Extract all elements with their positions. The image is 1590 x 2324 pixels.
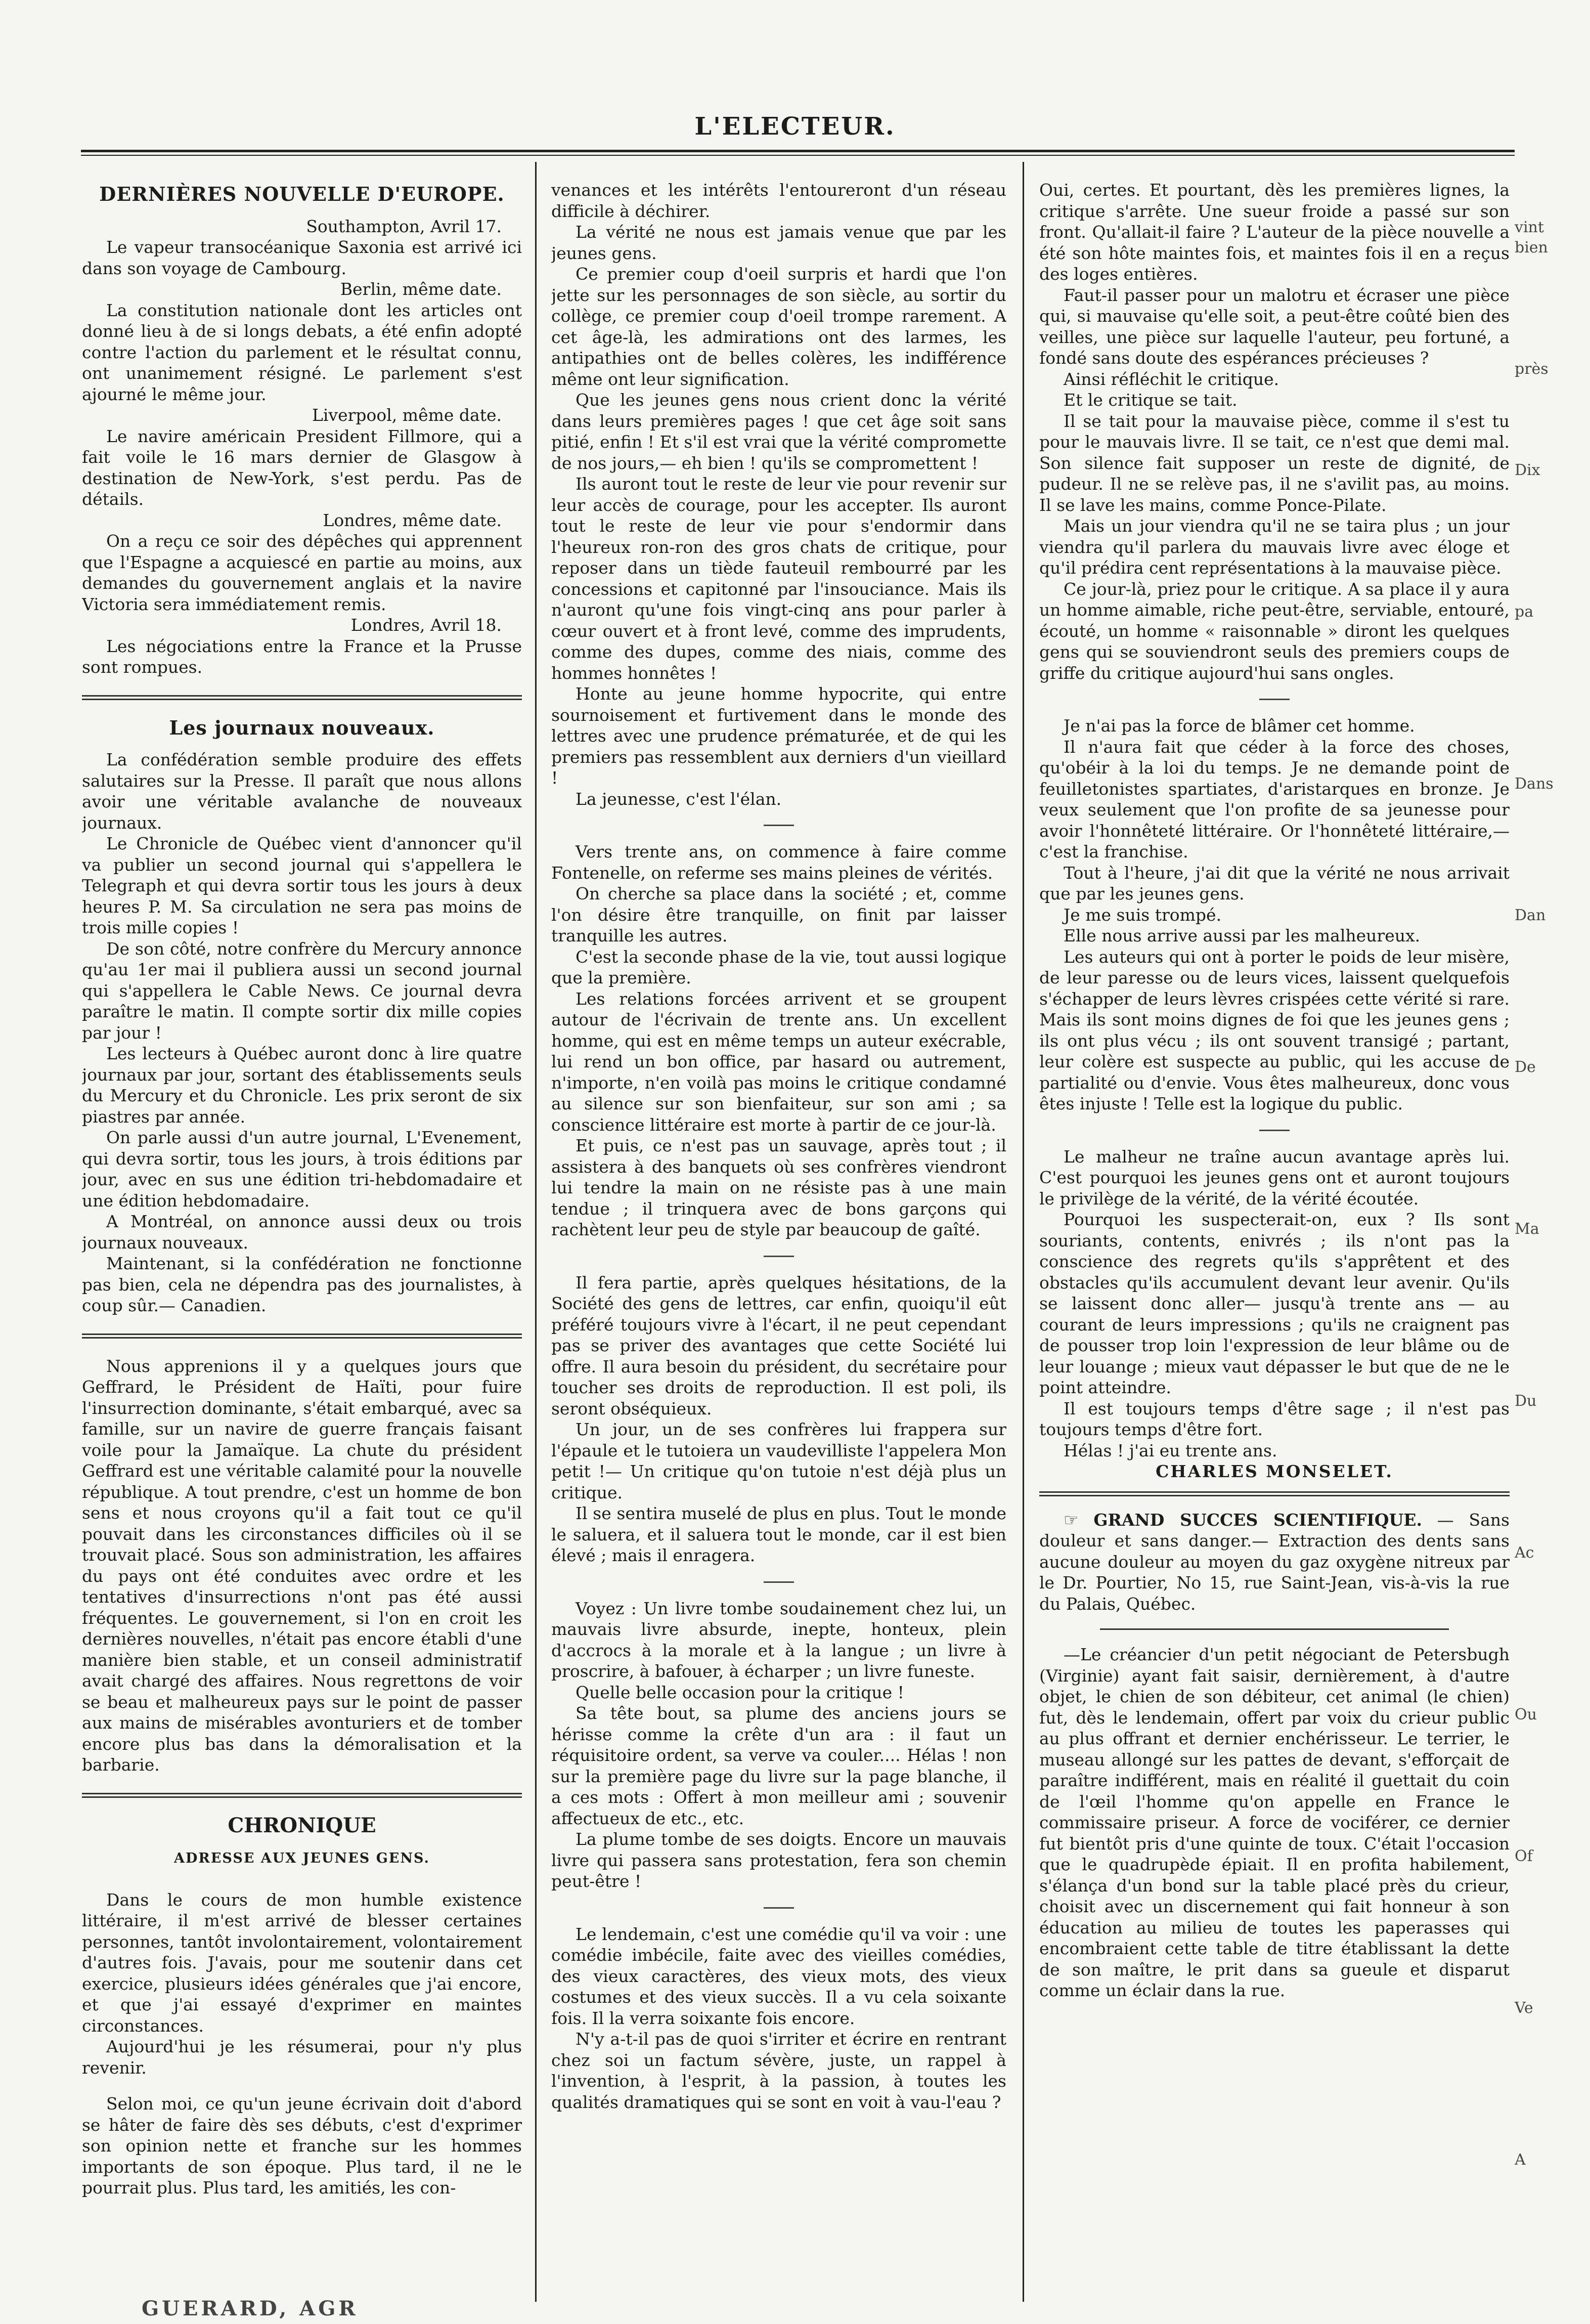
- section-divider: [1100, 1628, 1449, 1630]
- fragment: Ve: [1515, 1999, 1533, 2017]
- heading-chronique: CHRONIQUE: [228, 1813, 376, 1837]
- fragment: Ma: [1515, 1220, 1539, 1238]
- short-divider: [764, 825, 794, 826]
- journaux-paragraph: On parle aussi d'un autre journal, L'Evenement, qui devra sortir, tous les jours, à trois éditions par jour, avec en sus une édition tri-hebdomadaire et une édition hebdomadaire.: [82, 1128, 522, 1211]
- column-3: [1039, 180, 1510, 2001]
- column-divider-1: [535, 162, 537, 2302]
- chronique-paragraph: Hélas ! j'ai eu trente ans.: [1064, 1440, 1277, 1460]
- section-divider: [82, 695, 522, 700]
- dateline: Southampton, Avril 17.: [306, 216, 502, 236]
- section-divider: [82, 1793, 522, 1798]
- chronique-paragraph: Selon moi, ce qu'un jeune écrivain doit d'abord se hâter de faire dès ses débuts, c'est d'exprimer son opinion nette et franche sur les hommes importants de son époque. Plus tard, il ne le pourrait plus. Plus tard, les amitiés, les con-: [82, 2094, 522, 2198]
- chronique-paragraph: Les auteurs qui ont à porter le poids de leur misère, de leur paresse ou de leurs vices, laissent quelquefois s'échapper de leurs lèvres crispées cette vérité si rare. Mais ils sont moins dignes de foi que les jeunes gens ; ils ont plus vécu ; ils ont souvent transigé ; partant, leur colère est suspecte au public, qui les accuse de partialité ou d'envie. Vous êtes malheureux, donc vous êtes injuste ! Telle est la logique du public.: [1039, 946, 1510, 1113]
- heading-journaux: Les journaux nouveaux.: [169, 716, 435, 739]
- advertisement: [1039, 1510, 1510, 1615]
- dateline: Londres, même date.: [323, 510, 502, 530]
- dateline: Londres, Avril 18.: [350, 615, 502, 635]
- margin-fragments: [1515, 218, 1585, 2317]
- fragment: De: [1515, 1058, 1536, 1076]
- journaux-paragraph: A Montréal, on annonce aussi deux ou trois journaux nouveaux.: [82, 1212, 522, 1253]
- news-paragraph: Le vapeur transocéanique Saxonia est arrivé ici dans son voyage de Cambourg.: [82, 237, 522, 278]
- fragment: Dan: [1515, 907, 1546, 924]
- ad-lead: GRAND SUCCES SCIENTIFIQUE.: [1093, 1510, 1422, 1530]
- chronique-paragraph: La jeunesse, c'est l'élan.: [576, 789, 782, 809]
- fragment: A: [1515, 2151, 1526, 2169]
- chronique-paragraph: Le malheur ne traîne aucun avantage après lui. C'est pourquoi les jeunes gens ont et auront toujours le privilège de la vérité, de la vérité écoutée.: [1039, 1146, 1510, 1209]
- fragment: vint: [1515, 219, 1544, 236]
- footer-fragment: GUERARD, AGR: [142, 2297, 359, 2320]
- dateline: Liverpool, même date.: [312, 405, 502, 425]
- heading-europe: DERNIÈRES NOUVELLE D'EUROPE.: [99, 183, 505, 205]
- chronique-paragraph: Que les jeunes gens nous crient donc la vérité dans leurs premières pages ! que cet âge soit sans pitié, enfin ! Et s'il est vrai que la vérité compromette de nos jours,— eh bien ! qu'ils se compromettent !: [551, 390, 1006, 473]
- chronique-paragraph: Et le critique se tait.: [1064, 390, 1238, 410]
- short-divider: [1259, 1130, 1290, 1131]
- chronique-paragraph: Je n'ai pas la force de blâmer cet homme.: [1064, 716, 1415, 736]
- chronique-paragraph: Oui, certes. Et pourtant, dès les premières lignes, la critique s'arrête. Une sueur froide a passé sur son front. Qu'allait-il faire ? L'auteur de la pièce nouvelle a été son hôte maintes fois, et maintes fois il en a reçus des loges entières.: [1039, 180, 1510, 284]
- chronique-paragraph: N'y a-t-il pas de quoi s'irriter et écrire en rentrant chez soi un factum sévère, juste, un rappel à l'invention, à l'esprit, à la passion, à toutes les qualités dramatiques qui se sont en voit à vau-l'eau ?: [551, 2029, 1006, 2112]
- news-paragraph: On a reçu ce soir des dépêches qui apprennent que l'Espagne a acquiescé en partie au moins, aux demandes du gouvernement anglais et la navire Victoria sera immédiatement remis.: [82, 531, 522, 614]
- section-divider: [1039, 1491, 1510, 1496]
- chronique-paragraph: Dans le cours de mon humble existence littéraire, il m'est arrivé de blesser certaines personnes, tantôt involontairement, volontairement d'autres fois. J'avais, pour me soutenir dans cet exercice, plusieurs idées générales que j'ai encore, et que j'ai essayé d'exprimer en maintes circonstances.: [82, 1889, 522, 2036]
- fragment: Dix: [1515, 461, 1540, 479]
- chronique-paragraph: venances et les intérêts l'entoureront d'un réseau difficile à déchirer.: [551, 180, 1006, 221]
- chronique-paragraph: Sa tête bout, sa plume des anciens jours se hérisse comme la crête d'un ara : il faut un réquisitoire ordent, sa verve va couler.... Hélas ! non sur la première page du livre sur la page blanche, il a ces mots : Offert à mon meilleur ami ; souvenir affectueux de etc., etc.: [551, 1703, 1006, 1828]
- chronique-paragraph: Ainsi réfléchit le critique.: [1064, 369, 1279, 389]
- chronique-paragraph: Le lendemain, c'est une comédie qu'il va voir : une comédie imbécile, faite avec des vieilles comédies, des vieux caractères, des vieux mots, des vieux costumes et des vieux succès. Il a vu cela soixante fois. Il la verra soixante fois encore.: [551, 1924, 1006, 2028]
- section-divider: [82, 1333, 522, 1339]
- chronique-paragraph: Il fera partie, après quelques hésitations, de la Société des gens de lettres, car enfin, quoiqu'il eût préféré toujours vivre à l'écart, il ne peut cependant pas se priver des avantages que cette Société lui offre. Il aura besoin du président, du secrétaire pour toucher ses droits de reproduction. Il est poli, ils seront obséquieux.: [551, 1272, 1006, 1418]
- journaux-paragraph: Maintenant, si la confédération ne fonctionne pas bien, cela ne dépendra pas des journalistes, à coup sûr.— Canadien.: [82, 1254, 522, 1315]
- news-paragraph: La constitution nationale dont les articles ont donné lieu à de si longs debats, a été enfin adopté contre l'action du parlement et le résultat connu, ont unanimement résigné. Le parlement s'est ajourné le même jour.: [82, 300, 522, 404]
- chronique-paragraph: Et puis, ce n'est pas un sauvage, après tout ; il assistera à des banquets où ses confrères viendront lui tendre la main on ne résiste pas à une main tendue ; il trinquera avec de bons garçons qui rachètent leur peu de style par beaucoup de gaîté.: [551, 1136, 1006, 1239]
- fragment: Ou: [1515, 1706, 1537, 1724]
- journaux-paragraph: Les lecteurs à Québec auront donc à lire quatre journaux par jour, sortant des établissements seuls du Mercury et du Chronicle. Les prix seront de six piastres par année.: [82, 1044, 522, 1127]
- journaux-paragraph: La confédération semble produire des effets salutaires sur la Presse. Il paraît que nous allons avoir une véritable avalanche de nouveaux journaux.: [82, 750, 522, 833]
- chronique-paragraph: Un jour, un de ses confrères lui frappera sur l'épaule et le tutoiera un vaudevilliste l'appelera Mon petit !— Un critique qu'on tutoie n'est déjà plus un critique.: [551, 1419, 1006, 1502]
- chronique-paragraph: Il est toujours temps d'être sage ; il n'est pas toujours temps d'être fort.: [1039, 1398, 1510, 1439]
- chronique-paragraph: Aujourd'hui je les résumerai, pour n'y plus revenir.: [82, 2037, 522, 2078]
- chronique-paragraph: Ce premier coup d'oeil surpris et hardi que l'on jette sur les personnages de son siècle, au sortir du collège, ce premier coup d'oeil trompe rarement. A cet âge-là, les admirations ont des larmes, les antipathies ont de belles colères, les indifférence même ont leur signification.: [551, 264, 1006, 389]
- chronique-paragraph: Tout à l'heure, j'ai dit que la vérité ne nous arrivait que par les jeunes gens.: [1039, 863, 1510, 903]
- chronique-paragraph: Honte au jeune homme hypocrite, qui entre sournoisement et furtivement dans le monde des lettres avec une prudence prématurée, et de qui les premiers pas ressemblent aux derniers d'un vieillard !: [551, 684, 1006, 788]
- pointing-hand-icon: ☞: [1064, 1510, 1094, 1530]
- news-paragraph: Les négociations entre la France et la Prusse sont rompues.: [82, 636, 522, 677]
- fragment: bien: [1515, 239, 1548, 256]
- chronique-paragraph: Il se sentira muselé de plus en plus. Tout le monde le saluera, et il saluera tout le monde, car il est bien élevé ; mais il enragera.: [551, 1503, 1006, 1565]
- chronique-paragraph: Faut-il passer pour un malotru et écraser une pièce qui, si mauvaise qu'elle soit, a peut-être coûté bien des veilles, une pièce sur laquelle l'auteur, peu fortuné, a fondé sans doute des espérances précieuses ?: [1039, 285, 1510, 368]
- subheading-adresse: ADRESSE AUX JEUNES GENS.: [174, 1850, 430, 1866]
- fragment: Of: [1515, 1847, 1533, 1865]
- journaux-paragraph: Le Chronicle de Québec vient d'annoncer qu'il va publier un second journal qui s'appellera le Telegraph et qui devra sortir tous les jours à deux heures P. M. Sa circulation ne sera pas moins de trois mille copies !: [82, 834, 522, 937]
- fragment: pa: [1515, 603, 1534, 621]
- dateline: Berlin, même date.: [340, 279, 502, 299]
- chronique-paragraph: Ce jour-là, priez pour le critique. A sa place il y aura un homme aimable, riche peut-être, serviable, entouré, écouté, un homme « raisonnable » diront les quelques gens qui se souviendront seuls des premiers coups de griffe du critique aujourd'hui sans ongles.: [1039, 579, 1510, 683]
- short-divider: [1259, 699, 1290, 700]
- chronique-paragraph: La vérité ne nous est jamais venue que par les jeunes gens.: [551, 222, 1006, 263]
- chronique-paragraph: Les relations forcées arrivent et se groupent autour de l'écrivain de trente ans. Un excellent homme, qui est en même temps un auteur exécrable, lui rend un bon office, par hasard ou autrement, n'importe, n'en voilà pas moins le critique condamné au silence sur son bienfaiteur, sur son ami ; sa conscience littéraire est morte à partir de ce jour-là.: [551, 988, 1006, 1135]
- short-divider: [764, 1907, 794, 1909]
- chronique-paragraph: La plume tombe de ses doigts. Encore un mauvais livre qui passera sans protestation, fera son chemin peut-être !: [551, 1829, 1006, 1891]
- geffrard-paragraph: Nous apprenions il y a quelques jours que Geffrard, le Président de Haïti, pour fuire l'insurrection dominante, s'était embarqué, avec sa famille, sur un navire de guerre français faisant voile pour la Jamaïque. La chute du président Geffrard est une véritable calamité pour la nouvelle république. A tout prendre, c'est un homme de bon sens et nous croyons qu'il a fait tout ce qu'il pouvait dans les circonstances difficiles où il se trouvait placé. Sous son administration, les affaires du pays ont été conduites avec ordre et les tentatives d'insurrections n'ont pas été aussi fréquentes. Le gouvernement, si l'on en croit les dernières nouvelles, n'était pas encore établi d'une manière bien stable, et un conseil administratif avait chargé des affaires. Nous regrettons de voir se beau et malheureux pays sur le point de passer aux mains de misérables avonturiers et de tomber encore plus bas dans la démoralisation et la barbarie.: [82, 1356, 522, 1775]
- column-divider-2: [1023, 162, 1024, 2302]
- chronique-paragraph: Quelle belle occasion pour la critique !: [576, 1682, 904, 1702]
- chronique-paragraph: C'est la seconde phase de la vie, tout aussi logique que la première.: [551, 946, 1006, 987]
- fragment: Ac: [1515, 1544, 1534, 1562]
- short-divider: [764, 1256, 794, 1257]
- news-paragraph: Le navire américain President Fillmore, qui a fait voile le 16 mars dernier de Glasgow à destination de New-York, s'est perdu. Pas de détails.: [82, 426, 522, 509]
- chronique-paragraph: Elle nous arrive aussi par les malheureux.: [1064, 926, 1421, 945]
- chronique-paragraph: Il se tait pour la mauvaise pièce, comme il s'est tu pour le mauvais livre. Il se tait, ce n'est que demi mal. Son silence fait supposer un reste de dignité, de pudeur. Il ne se relève pas, il ne s'avilit pas, au moins. Il se lave les mains, comme Ponce-Pilate.: [1039, 411, 1510, 515]
- chronique-paragraph: On cherche sa place dans la société ; et, comme l'on désire être tranquille, on finit par laisser tranquille les autres.: [551, 884, 1006, 945]
- short-divider: [764, 1581, 794, 1583]
- journaux-paragraph: De son côté, notre confrère du Mercury annonce qu'au 1er mai il publiera aussi un second journal qui s'appellera le Cable News. Ce journal devra paraître le matin. Il compte sortir dix mille copies par jour !: [82, 938, 522, 1043]
- column-2: [551, 180, 1006, 2113]
- signature: CHARLES MONSELET.: [1156, 1461, 1393, 1481]
- news-paragraph: —Le créancier d'un petit négociant de Petersbugh (Virginie) ayant fait saisir, dernièrement, à d'autre objet, le chien de son débiteur, cet animal (le chien) fut, dès le lendemain, offert par voix du crieur public au plus offrant et dernier enchérisseur. Le terrier, le museau allongé sur les pattes de devant, s'efforçait de paraître indifférent, mais en réalité il guettait du coin de l'œil l'homme qu'on appelle en France le commissaire priseur. A force de vociférer, ce dernier fut bientôt pris d'une quinte de toux. C'était l'occasion que le quadrupède épiait. Il en profita habilement, s'élança d'un bond sur la table placé près du crieur, choisit avec un discernement qui fait honneur à son éducation au milieu de toutes les paperasses qui encombraient cette table de titre établissant la dette de son maître, le prit dans sa gueule et disparut comme un éclair dans la rue.: [1039, 1645, 1510, 2000]
- chronique-paragraph: Voyez : Un livre tombe soudainement chez lui, un mauvais livre absurde, inepte, honteux, plein d'accrocs à la morale et à la langue ; un livre à proscrire, à bafouer, à écharper ; un livre funeste.: [551, 1598, 1006, 1681]
- chronique-paragraph: Mais un jour viendra qu'il ne se taira plus ; un jour viendra qu'il parlera du mauvais livre avec éloge et qu'il prédira cent représentations à la mauvaise pièce.: [1039, 516, 1510, 578]
- masthead: L'ELECTEUR.: [694, 112, 896, 141]
- fragment: près: [1515, 360, 1549, 378]
- chronique-paragraph: Vers trente ans, on commence à faire comme Fontenelle, on referme ses mains pleines de vérités.: [551, 842, 1006, 883]
- ad-text: — Sans douleur et sans danger.— Extraction des dents sans aucune douleur au moyen du gaz oxygène nitreux par le Dr. Pourtier, No 15, rue Saint-Jean, vis-à-vis la rue du Palais, Québec.: [1039, 1510, 1510, 1614]
- chronique-paragraph: Pourquoi les suspecterait-on, eux ? Ils sont souriants, contents, enivrés ; ils n'ont pas la conscience des regrets qu'ils s'apprêtent et des obstacles qu'ils accumulent devant leur avenir. Qu'ils se laissent donc aller— jusqu'à trente ans — au courant de leurs impressions ; qu'ils ne craignent pas de pousser trop loin l'expression de leur blâme ou de leur louange ; mieux vaut dépasser le but que de ne le point atteindre.: [1039, 1210, 1510, 1397]
- header-rule-thin: [81, 155, 1515, 156]
- chronique-paragraph: Ils auront tout le reste de leur vie pour revenir sur leur accès de courage, pour les accepter. Ils auront tout le reste de leur vie pour s'endormir dans l'heureux ron-ron des gros chats de critique, pour reposer dans un tiède fauteuil rembourré par les concessions et capitonné par l'insouciance. Mais ils n'auront qu'une fois vingt-cinq ans pour parler à cœur ouvert et à front levé, comme des imprudents, comme des dupes, comme des niais, comme des hommes honnêtes !: [551, 474, 1006, 683]
- chronique-paragraph: Il n'aura fait que céder à la force des choses, qu'obéir à la loi du temps. Je ne demande point de feuilletonistes spartiates, d'aristarques en bronze. Je veux seulement que l'on profite de sa jeunesse pour avoir l'honnêteté littéraire. Or l'honnêteté littéraire,— c'est la franchise.: [1039, 737, 1510, 862]
- column-1: [82, 180, 522, 2199]
- fragment: Dans: [1515, 775, 1554, 793]
- header-rule: [81, 150, 1515, 152]
- fragment: Du: [1515, 1392, 1537, 1410]
- chronique-paragraph: Je me suis trompé.: [1064, 905, 1222, 925]
